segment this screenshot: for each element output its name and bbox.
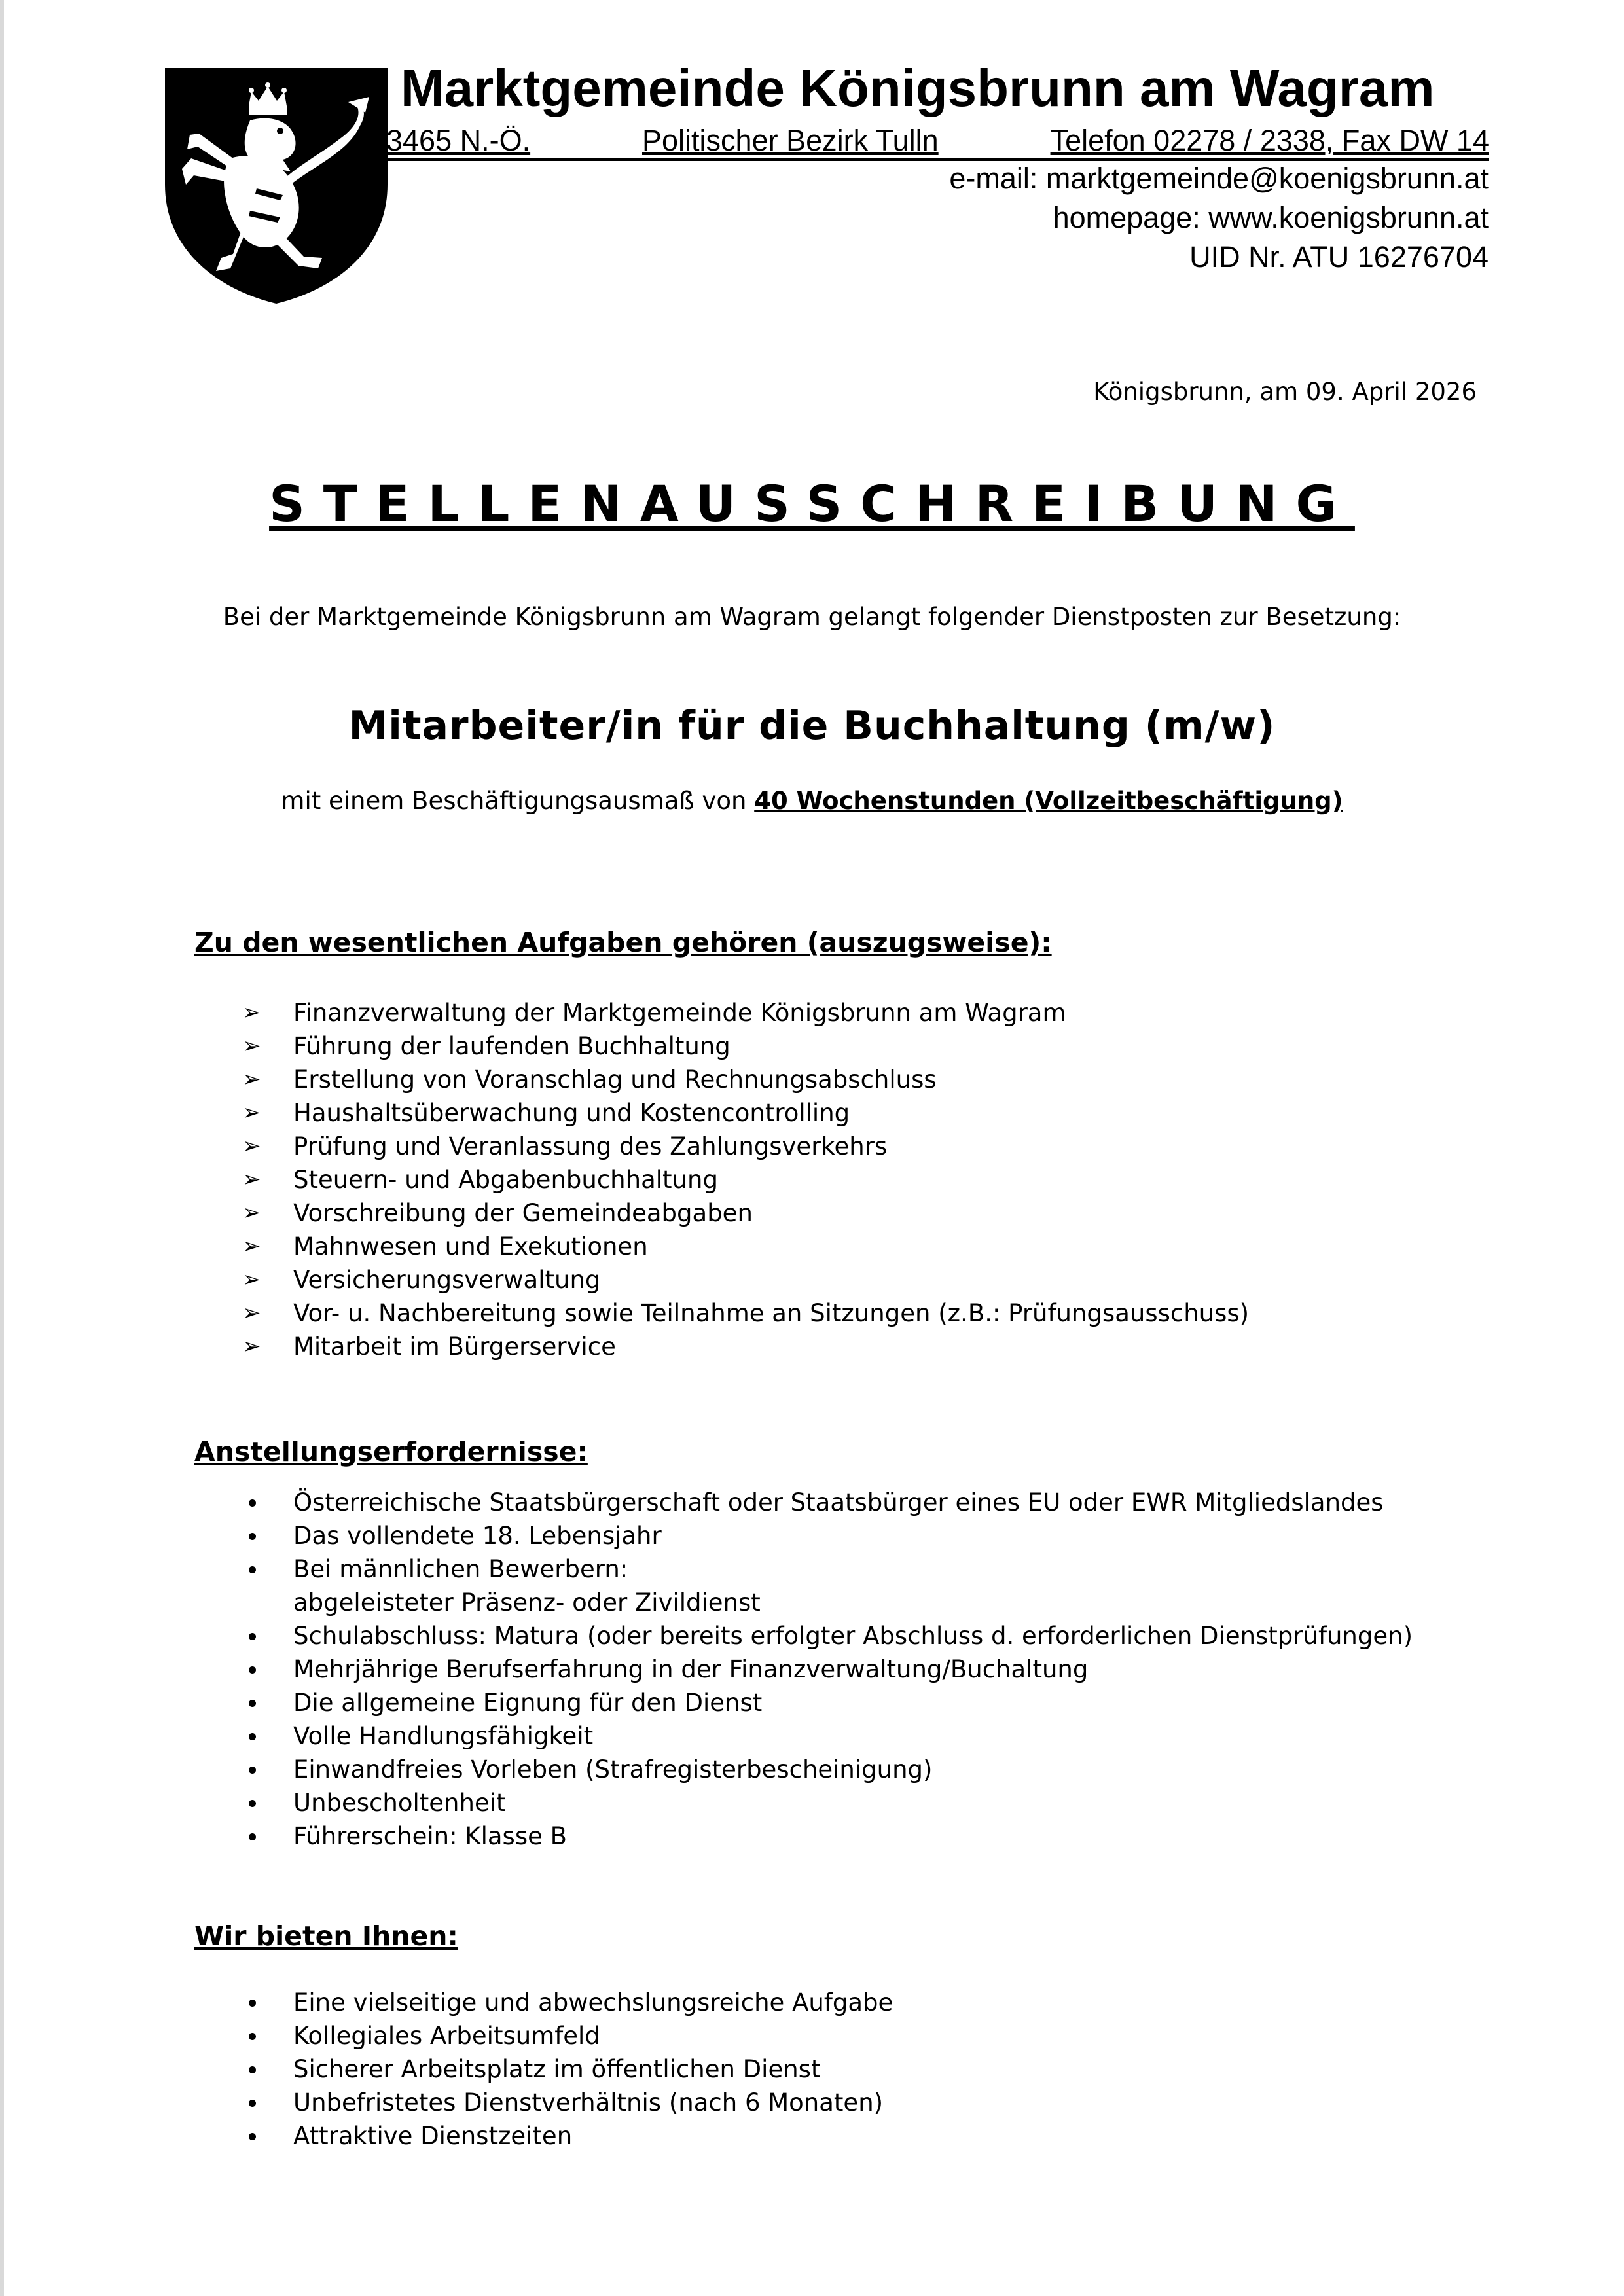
document-title: STELLENAUSSCHREIBUNG <box>269 475 1355 533</box>
list-item: Einwandfreies Vorleben (Strafregisterbescheinigung) <box>242 1753 1413 1786</box>
offer-list <box>242 1986 893 2153</box>
list-item: ➢ Finanzverwaltung der Marktgemeinde Königsbrunn am Wagram <box>242 996 1249 1030</box>
uid-line: UID Nr. ATU 16276704 <box>1189 240 1489 274</box>
list-item: Österreichische Staatsbürgerschaft oder Staatsbürger eines EU oder EWR Mitgliedslandes <box>242 1486 1413 1519</box>
phone-fax: Telefon 02278 / 2338, Fax DW 14 <box>1050 124 1489 157</box>
requirements-list <box>242 1486 1413 1853</box>
list-item: Schulabschluss: Matura (oder bereits erfolgter Abschluss d. erforderlichen Dienstprüfungen) <box>242 1619 1413 1653</box>
letterhead-address-row <box>386 123 1489 161</box>
list-item: ➢ Vor- u. Nachbereitung sowie Teilnahme an Sitzungen (z.B.: Prüfungsausschuss) <box>242 1297 1249 1330</box>
scan-edge <box>0 0 4 2296</box>
list-item: ➢ Vorschreibung der Gemeindeabgaben <box>242 1196 1249 1230</box>
list-item: ➢ Erstellung von Voranschlag und Rechnungsabschluss <box>242 1063 1249 1096</box>
list-item: Eine vielseitige und abwechslungsreiche Aufgabe <box>242 1986 893 2019</box>
employment-scope <box>0 783 1624 819</box>
postal-code: 3465 N.-Ö. <box>386 124 531 157</box>
list-item: Die allgemeine Eignung für den Dienst <box>242 1686 1413 1719</box>
requirements-heading: Anstellungserfordernisse: <box>194 1436 588 1467</box>
list-item: ➢ Mitarbeit im Bürgerservice <box>242 1330 1249 1363</box>
list-item: Attraktive Dienstzeiten <box>242 2119 893 2153</box>
scope-hours: 40 Wochenstunden (Vollzeitbeschäftigung) <box>754 787 1343 815</box>
email-line: e-mail: marktgemeinde@koenigsbrunn.at <box>949 162 1489 195</box>
list-item: ➢ Mahnwesen und Exekutionen <box>242 1230 1249 1263</box>
tasks-list <box>242 996 1249 1363</box>
list-item: Unbescholtenheit <box>242 1786 1413 1820</box>
district: Politischer Bezirk Tulln <box>642 124 939 157</box>
intro-text: Bei der Marktgemeinde Königsbrunn am Wagram gelangt folgender Dienstposten zur Besetzung: <box>223 603 1401 631</box>
organization-name: Marktgemeinde Königsbrunn am Wagram <box>401 59 1435 117</box>
list-item: Führerschein: Klasse B <box>242 1820 1413 1853</box>
list-item-text: Bei männlichen Bewerbern: <box>293 1555 628 1583</box>
list-item: ➢ Steuern- und Abgabenbuchhaltung <box>242 1163 1249 1196</box>
homepage-line: homepage: www.koenigsbrunn.at <box>1053 201 1489 234</box>
list-item <box>242 1552 1413 1619</box>
list-item: ➢ Versicherungsverwaltung <box>242 1263 1249 1297</box>
offer-heading: Wir bieten Ihnen: <box>194 1920 458 1952</box>
list-item: ➢ Führung der laufenden Buchhaltung <box>242 1030 1249 1063</box>
list-item: ➢ Prüfung und Veranlassung des Zahlungsverkehrs <box>242 1130 1249 1163</box>
scope-prefix: mit einem Beschäftigungsausmaß von <box>281 787 747 815</box>
coat-of-arms-lion-icon <box>152 60 401 309</box>
list-item: Volle Handlungsfähigkeit <box>242 1719 1413 1753</box>
list-item: Sicherer Arbeitsplatz im öffentlichen Dienst <box>242 2053 893 2086</box>
document-date: Königsbrunn, am 09. April 2026 <box>1093 378 1477 406</box>
position-title: Mitarbeiter/in für die Buchhaltung (m/w) <box>348 703 1276 749</box>
list-item: Mehrjährige Berufserfahrung in der Finanzverwaltung/Buchaltung <box>242 1653 1413 1686</box>
list-item: Das vollendete 18. Lebensjahr <box>242 1519 1413 1552</box>
list-item: Unbefristetes Dienstverhältnis (nach 6 Monaten) <box>242 2086 893 2119</box>
tasks-heading: Zu den wesentlichen Aufgaben gehören (auszugsweise): <box>194 927 1052 958</box>
list-item-continuation: abgeleisteter Präsenz- oder Zivildienst <box>293 1588 761 1617</box>
list-item: Kollegiales Arbeitsumfeld <box>242 2019 893 2053</box>
list-item: ➢ Haushaltsüberwachung und Kostencontrolling <box>242 1096 1249 1130</box>
